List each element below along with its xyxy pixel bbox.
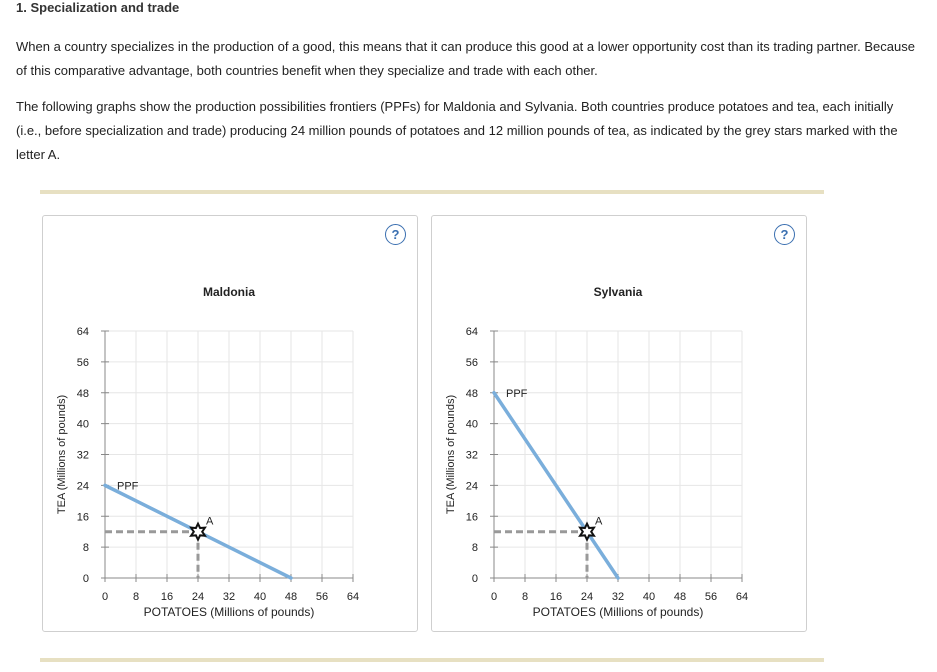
point-label: A [206, 515, 214, 528]
y-tick-label: 32 [465, 449, 478, 462]
divider-bottom [40, 658, 824, 662]
x-tick-label: 24 [191, 591, 205, 603]
x-tick-label: 64 [735, 591, 749, 603]
y-axis-label: TEA (Millions of pounds) [445, 394, 457, 515]
y-tick-label: 48 [76, 387, 89, 400]
help-icon[interactable]: ? [774, 224, 795, 245]
sylvania-graph-panel [431, 215, 807, 632]
maldonia-ppf-chart[interactable] [43, 216, 417, 631]
y-tick-label: 56 [465, 356, 478, 369]
y-tick-label: 56 [76, 356, 89, 369]
y-tick-label: 16 [76, 511, 89, 524]
divider-top [40, 190, 824, 194]
help-icon[interactable]: ? [385, 224, 406, 245]
y-tick-label: 64 [465, 326, 478, 338]
x-tick-label: 64 [346, 591, 360, 603]
y-tick-label: 40 [465, 418, 478, 431]
point-label: A [595, 515, 603, 528]
x-tick-label: 48 [673, 591, 687, 603]
y-tick-label: 0 [82, 573, 89, 585]
x-tick-label: 8 [521, 591, 529, 603]
y-tick-label: 40 [76, 418, 89, 431]
y-tick-label: 24 [76, 480, 89, 493]
x-tick-label: 56 [704, 591, 718, 603]
x-tick-label: 16 [549, 591, 563, 603]
x-tick-label: 40 [253, 591, 267, 603]
x-tick-label: 32 [611, 591, 625, 603]
y-tick-label: 32 [76, 449, 89, 462]
intro-paragraph: When a country specializes in the production of a good, this means that it can produce this good at a lower opportunity cost than its trading partner. Because of this comparative advantage, both countries benefit when they specialize and trade with each other. [16, 39, 915, 78]
page-title: 1. Specialization and trade [16, 0, 180, 15]
x-tick-label: 56 [315, 591, 329, 603]
x-tick-label: 32 [222, 591, 236, 603]
y-tick-label: 24 [465, 480, 478, 493]
y-tick-label: 0 [471, 573, 478, 585]
maldonia-graph-panel [42, 215, 418, 632]
graphs-description-paragraph: The following graphs show the production possibilities frontiers (PPFs) for Maldonia and Sylvania. Both countries produce potatoes and tea, each initially (i.e., before specialization and trade) producing 24 million pounds of potatoes and 12 million pounds of tea, as indicated by the grey stars marked with the letter A. [16, 99, 898, 162]
ppf-label: PPF [506, 387, 528, 400]
y-tick-label: 8 [82, 542, 89, 555]
y-tick-label: 48 [465, 387, 478, 400]
x-axis-label: POTATOES (Millions of pounds) [532, 605, 704, 619]
x-tick-label: 0 [490, 591, 498, 603]
x-tick-label: 16 [160, 591, 174, 603]
x-tick-label: 40 [642, 591, 656, 603]
chart-title: Sylvania [593, 285, 643, 299]
y-tick-label: 16 [465, 511, 478, 524]
x-tick-label: 24 [580, 591, 594, 603]
y-tick-label: 64 [76, 326, 89, 338]
x-tick-label: 0 [101, 591, 109, 603]
y-axis-label: TEA (Millions of pounds) [56, 394, 68, 515]
x-axis-label: POTATOES (Millions of pounds) [143, 605, 315, 619]
chart-title: Maldonia [202, 285, 256, 299]
x-tick-label: 48 [284, 591, 298, 603]
sylvania-ppf-chart[interactable] [432, 216, 806, 631]
y-tick-label: 8 [471, 542, 478, 555]
x-tick-label: 8 [132, 591, 140, 603]
ppf-label: PPF [117, 480, 139, 493]
point-a-star-icon [191, 524, 205, 540]
